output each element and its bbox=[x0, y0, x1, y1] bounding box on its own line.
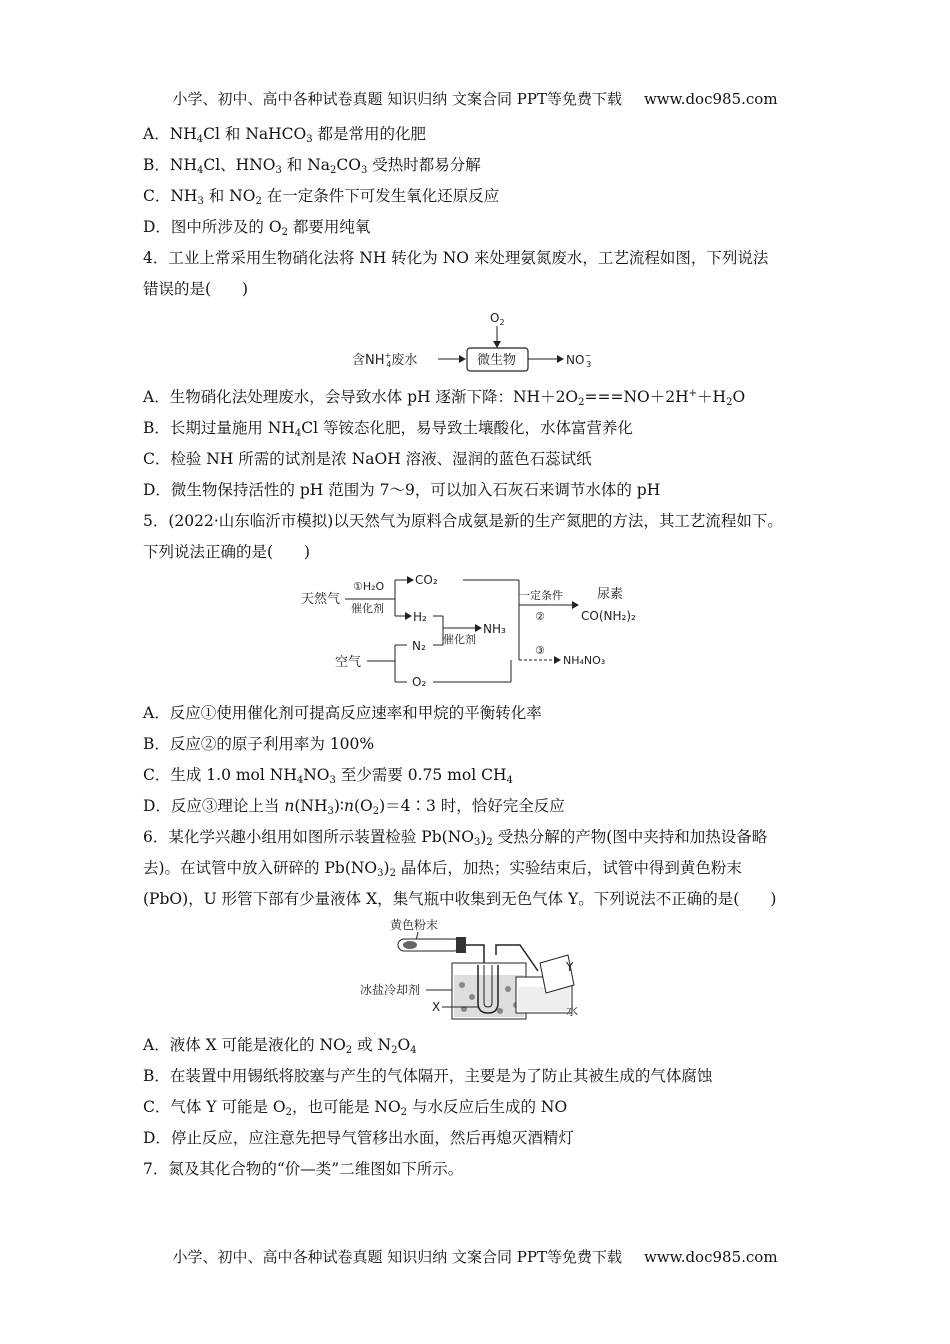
q4-option-a: A．生物硝化法处理废水，会导致水体 pH 逐渐下降：$NH+2O_2===NO+2H^++H_2O$ bbox=[143, 388, 746, 408]
q4-option-d: D．微生物保持活性的 pH 范围为 7～9，可以加入石灰石来调节水体的 pH bbox=[143, 481, 661, 499]
q6-stem-line2: 去)。在试管中放入研碎的 $Pb(NO_3)_2$ 晶体后，加热；实验结束后，试管中得到黄色粉末 bbox=[143, 859, 742, 879]
q4-flow-diagram bbox=[340, 305, 630, 375]
q6-ice-bath bbox=[452, 963, 526, 1019]
q5-n2-label: N₂ bbox=[412, 639, 426, 653]
q6-option-d: D．停止反应，应注意先把导气管移出水面，然后再熄灭酒精灯 bbox=[143, 1129, 574, 1147]
q5-option-a: A．反应①使用催化剂可提高反应速率和甲烷的平衡转化率 bbox=[143, 704, 542, 722]
footer-text: 小学、初中、高中各种试卷真题 知识归纳 文案合同 PPT等免费下载 bbox=[172, 1248, 622, 1266]
q4-input-label: 含NH+ 4废水 bbox=[352, 351, 418, 369]
q5-step1-label: ①H₂O bbox=[353, 580, 385, 593]
header-text: 小学、初中、高中各种试卷真题 知识归纳 文案合同 PPT等免费下载 bbox=[172, 90, 622, 108]
q5-o2-label: O₂ bbox=[412, 675, 427, 689]
page-footer bbox=[0, 1246, 950, 1267]
q5-nh4no3-label: NH₄NO₃ bbox=[563, 654, 606, 667]
q6-powder-label: 黄色粉末 bbox=[390, 918, 439, 932]
q6-stem-line3: (PbO)，U 形管下部有少量液体 X，集气瓶中收集到无色气体 Y。下列说法不正确的是( ) bbox=[143, 890, 777, 908]
q3-option-b: B．$NH_4Cl$、$HNO_3$ 和 $Na_2CO_3$ 受热时都易分解 bbox=[143, 156, 481, 176]
q4-o2-label: $O_2$ bbox=[490, 311, 505, 327]
q6-test-tube bbox=[398, 937, 466, 953]
q5-option-b: B．反应②的原子利用率为 100% bbox=[143, 735, 375, 753]
q5-step2-label: ② bbox=[535, 610, 545, 623]
q6-water-label: 水 bbox=[566, 1004, 579, 1018]
q6-option-a: A．液体 X 可能是液化的 $NO_2$ 或 $N_2O_4$ bbox=[143, 1036, 417, 1056]
footer-url[interactable]: www.doc985.com bbox=[643, 1248, 778, 1266]
q4-option-b: B．长期过量施用 $NH_4Cl$ 等铵态化肥，易导致土壤酸化，水体富营养化 bbox=[143, 419, 634, 439]
q5-option-d: D．反应③理论上当 $n(NH_3)∶n(O_2)=4∶3$ 时，恰好完全反应 bbox=[143, 797, 565, 817]
page-header bbox=[0, 88, 950, 109]
q5-air-label: 空气 bbox=[335, 655, 362, 670]
q6-coolant-label: 冰盐冷却剂 bbox=[360, 983, 421, 997]
q6-option-b: B．在装置中用锡纸将胶塞与产生的气体隔开，主要是为了防止其被生成的气体腐蚀 bbox=[143, 1067, 713, 1085]
q4-microbe-label: 微生物 bbox=[477, 353, 517, 368]
q6-x-label: X bbox=[432, 1000, 441, 1014]
q6-option-c: C．气体 Y 可能是 $O_2$，也可能是 $NO_2$ 与水反应后生成的 NO bbox=[143, 1098, 568, 1118]
q5-stem-line2: 下列说法正确的是( ) bbox=[143, 543, 311, 561]
q6-y-label: Y bbox=[566, 960, 574, 974]
q7-stem: 7．氮及其化合物的“价—类”二维图如下所示。 bbox=[143, 1160, 464, 1178]
q4-option-c: C．检验 NH 所需的试剂是浓 NaOH 溶液、湿润的蓝色石蕊试纸 bbox=[143, 450, 592, 468]
q5-option-c: C．生成 1.0 mol $NH_4NO_3$ 至少需要 0.75 mol $CH_4$ bbox=[143, 766, 513, 786]
q5-nh3-label: NH₃ bbox=[483, 622, 506, 636]
q6-apparatus-diagram bbox=[360, 915, 600, 1025]
q6-stem-line1: 6．某化学兴趣小组用如图所示装置检验 $Pb(NO_3)_2$ 受热分解的产物(图中夹持和加热设备略 bbox=[143, 828, 768, 848]
q4-stem-line1: 4．工业上常采用生物硝化法将 NH 转化为 NO 来处理氨氮废水，工艺流程如图，下列说法 bbox=[143, 249, 769, 267]
q5-natural-gas-label: 天然气 bbox=[301, 592, 341, 607]
q4-output-label: NO− 3 bbox=[566, 351, 592, 369]
header-url[interactable]: www.doc985.com bbox=[643, 90, 778, 108]
q4-stem-line2: 错误的是( ) bbox=[143, 280, 249, 298]
q5-condition-label: 一定条件 bbox=[519, 589, 563, 602]
q3-option-a: A．$NH_4Cl$ 和 NaHCO$_3$ 都是常用的化肥 bbox=[143, 125, 427, 145]
q5-flow-diagram bbox=[295, 568, 655, 694]
q5-co2-label: CO₂ bbox=[415, 573, 438, 587]
q5-catalyst1-label: 催化剂 bbox=[351, 602, 384, 615]
q5-urea-label: 尿素 bbox=[597, 587, 624, 602]
q3-option-c: C．$NH_3$ 和 $NO_2$ 在一定条件下可发生氧化还原反应 bbox=[143, 187, 500, 207]
q5-step3-label: ③ bbox=[535, 644, 545, 657]
q5-catalyst2-label: 催化剂 bbox=[443, 633, 476, 646]
q5-stem-line1: 5．(2022·山东临沂市模拟)以天然气为原料合成氨是新的生产氮肥的方法，其工艺流程如下。 bbox=[143, 512, 783, 530]
q5-h2-label: H₂ bbox=[413, 610, 427, 624]
q5-urea-formula: CO(NH₂)₂ bbox=[581, 609, 636, 623]
q3-option-d: D．图中所涉及的 $O_2$ 都要用纯氧 bbox=[143, 218, 371, 238]
